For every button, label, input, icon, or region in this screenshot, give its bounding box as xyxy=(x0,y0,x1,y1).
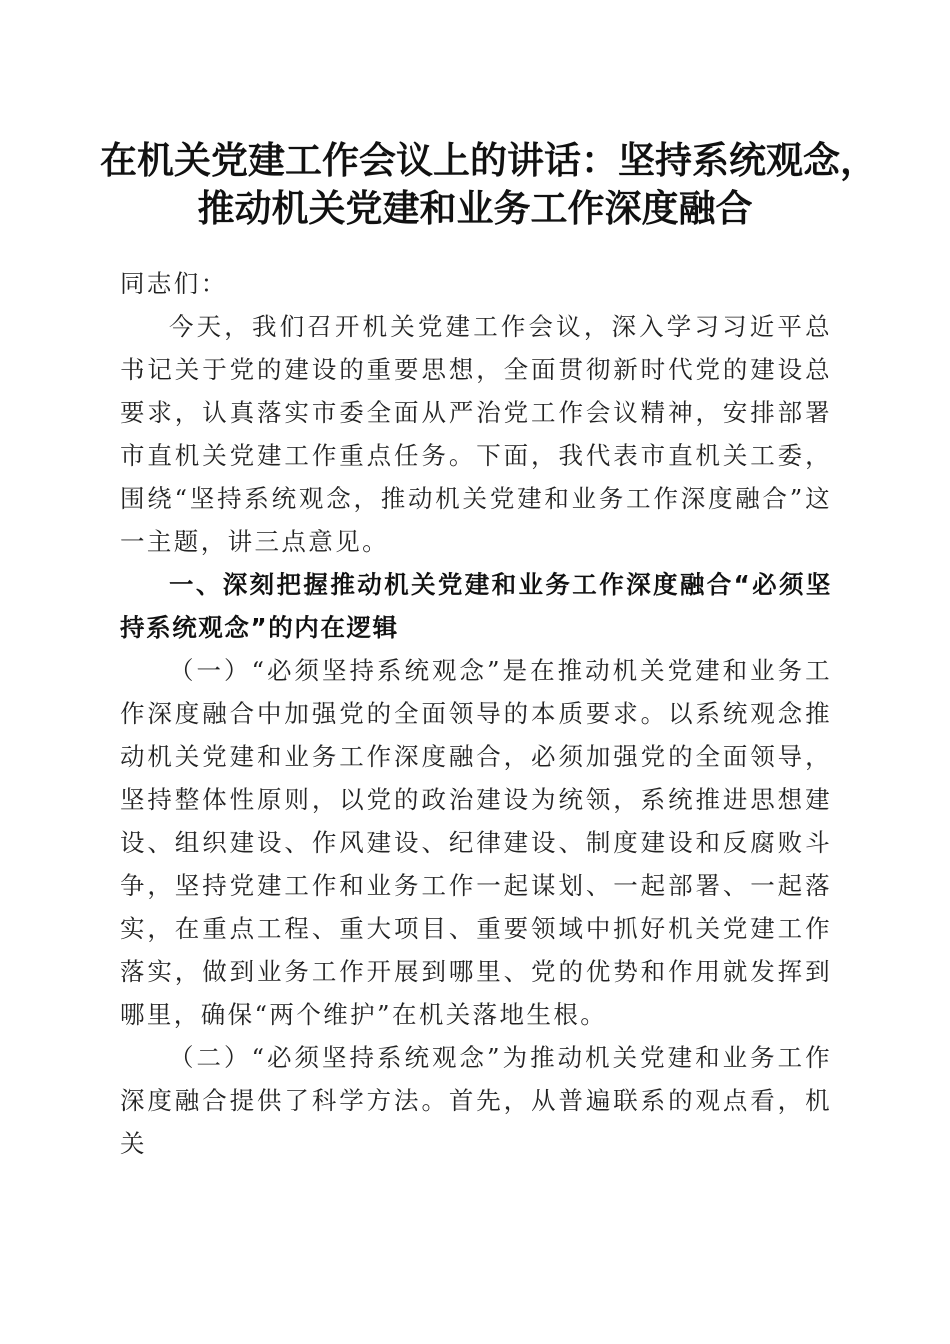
document-title-line-1: 在机关党建工作会议上的讲话：坚持系统观念， xyxy=(100,138,877,182)
document-body xyxy=(120,262,832,1165)
intro-paragraph: 今天，我们召开机关党建工作会议，深入学习习近平总书记关于党的建设的重要思想，全面贯彻新时代党的建设总要求，认真落实市委全面从严治党工作会议精神，安排部署市直机关党建工作重点任务。下面，我代表市直机关工委，围绕“坚持系统观念，推动机关党建和业务工作深度融合”这一主题，讲三点意见。 xyxy=(120,312,832,556)
paragraph-1: （一）“必须坚持系统观念”是在推动机关党建和业务工作深度融合中加强党的全面领导的本质要求。以系统观念推动机关党建和业务工作深度融合，必须加强党的全面领导，坚持整体性原则，以党的政治建设为统领，系统推进思想建设、组织建设、作风建设、纪律建设、制度建设和反腐败斗争，坚持党建工作和业务工作一起谋划、一起部署、一起落实，在重点工程、重大项目、重要领域中抓好机关党建工作落实，做到业务工作开展到哪里、党的优势和作用就发挥到哪里，确保“两个维护”在机关落地生根。 xyxy=(120,656,832,1029)
paragraph-2: （二）“必须坚持系统观念”为推动机关党建和业务工作深度融合提供了科学方法。首先，从普遍联系的观点看，机关 xyxy=(120,1043,832,1158)
salutation: 同志们： xyxy=(120,269,228,298)
section-1-heading: 一、深刻把握推动机关党建和业务工作深度融合“必须坚持系统观念”的内在逻辑 xyxy=(120,570,832,642)
document-title-line-2: 推动机关党建和业务工作深度融合 xyxy=(197,186,753,230)
